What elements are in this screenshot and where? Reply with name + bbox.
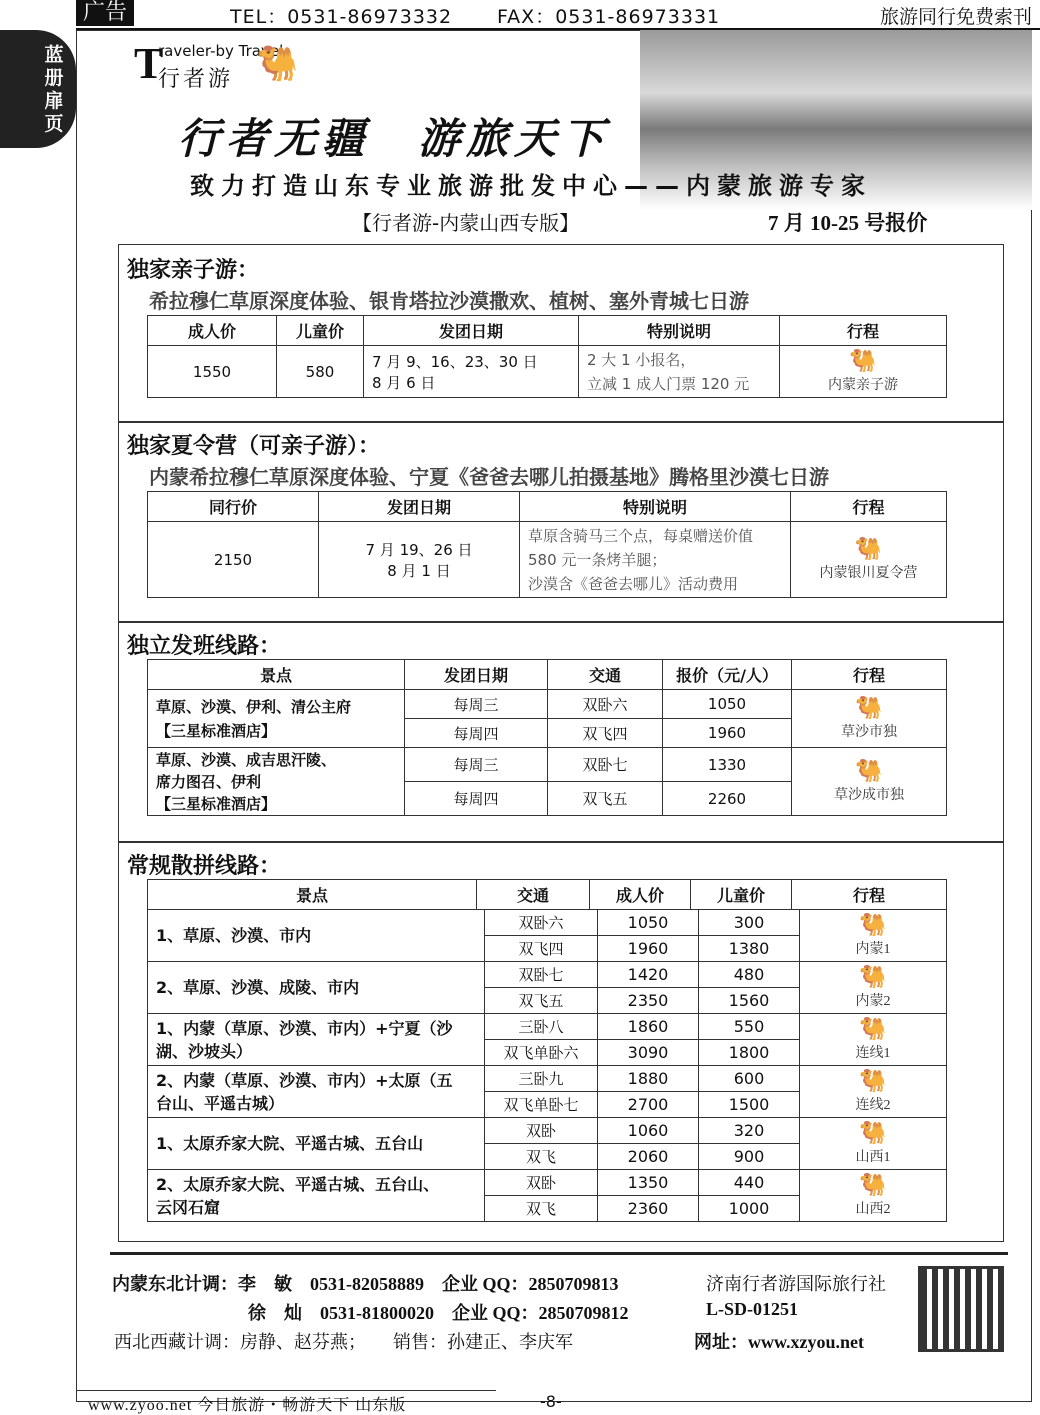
peer-price: 2150 bbox=[148, 522, 319, 598]
adult-price: 1350 bbox=[598, 1170, 699, 1196]
section-subtitle: 希拉穆仁草原深度体验、银肯塔拉沙漠撒欢、植树、塞外青城七日游 bbox=[149, 289, 749, 313]
section-title: 独家亲子游： bbox=[127, 258, 260, 283]
camel-icon: 🐫 bbox=[849, 348, 877, 374]
traffic: 双卧 bbox=[485, 1170, 598, 1196]
camel-icon: 🐫 bbox=[854, 536, 883, 562]
child-price: 550 bbox=[699, 1014, 800, 1040]
route-name: 2、内蒙（草原、沙漠、市内）+太原（五 台山、平遥古城） bbox=[148, 1066, 485, 1118]
child-price: 320 bbox=[699, 1118, 800, 1144]
itinerary-cell[interactable] bbox=[800, 962, 947, 1014]
traffic: 双飞单卧六 bbox=[485, 1040, 598, 1066]
camel-icon: 🐫 bbox=[859, 964, 887, 990]
traffic: 双飞四 bbox=[548, 719, 663, 748]
route-name: 1、草原、沙漠、市内 bbox=[148, 910, 485, 962]
adult-price: 1860 bbox=[598, 1014, 699, 1040]
itinerary-label: 连线2 bbox=[855, 1097, 891, 1113]
col-header: 儿童价 bbox=[277, 316, 364, 346]
itinerary-label: 连线1 bbox=[855, 1045, 891, 1061]
traffic: 双卧七 bbox=[485, 962, 598, 988]
col-header: 成人价 bbox=[590, 880, 691, 910]
special-note: 2 大 1 小报名， 立减 1 成人门票 120 元 bbox=[579, 346, 780, 398]
traffic: 双卧六 bbox=[548, 690, 663, 719]
adult-price: 1880 bbox=[598, 1066, 699, 1092]
departure-day: 每周四 bbox=[405, 782, 548, 816]
section-independent-routes bbox=[118, 622, 1004, 842]
col-header: 发团日期 bbox=[364, 316, 579, 346]
itinerary-cell[interactable] bbox=[800, 1170, 947, 1222]
adult-price: 1050 bbox=[598, 910, 699, 936]
col-header: 同行价 bbox=[148, 492, 319, 522]
col-header: 交通 bbox=[548, 660, 663, 690]
col-header: 成人价 bbox=[148, 316, 277, 346]
section-regular-routes bbox=[118, 842, 1004, 1242]
itinerary-label: 内蒙1 bbox=[855, 941, 891, 957]
itinerary-cell[interactable] bbox=[800, 1014, 947, 1066]
camel-icon: 🐫 bbox=[859, 1120, 887, 1146]
child-price: 1800 bbox=[699, 1040, 800, 1066]
magazine-tagline: 旅游同行免费索刊 bbox=[879, 6, 1032, 28]
traffic: 三卧八 bbox=[485, 1014, 598, 1040]
camel-icon: 🐫 bbox=[855, 758, 883, 784]
departure-day: 每周四 bbox=[405, 719, 548, 748]
itinerary-cell[interactable] bbox=[800, 1066, 947, 1118]
camel-icon: 🐫 bbox=[859, 1068, 887, 1094]
route-name: 1、太原乔家大院、平遥古城、五台山 bbox=[148, 1118, 485, 1170]
itinerary-label: 内蒙银川夏令营 bbox=[819, 565, 918, 581]
camel-icon: 🐫 bbox=[855, 695, 883, 721]
itinerary-label: 内蒙2 bbox=[855, 993, 891, 1009]
website-link[interactable]: 网址：www.xzyou.net bbox=[694, 1332, 864, 1352]
traffic: 双卧六 bbox=[485, 910, 598, 936]
special-note: 草原含骑马三个点，每桌赠送价值 580 元一条烤羊腿； 沙漠含《爸爸去哪儿》活动费用 bbox=[520, 522, 791, 598]
col-header: 行程 bbox=[791, 492, 947, 522]
adult-price: 1550 bbox=[148, 346, 277, 398]
col-header: 特别说明 bbox=[579, 316, 780, 346]
itinerary-cell[interactable] bbox=[800, 910, 947, 962]
camel-icon: 🐫 bbox=[256, 44, 299, 84]
bottom-rule bbox=[76, 1390, 496, 1391]
section-title: 独家夏令营（可亲子游）： bbox=[127, 434, 381, 459]
route-name: 草原、沙漠、成吉思汗陵、 席力图召、伊利 【三星标准酒店】 bbox=[148, 748, 405, 816]
price-table bbox=[147, 315, 947, 398]
adult-price: 2350 bbox=[598, 988, 699, 1014]
col-header: 行程 bbox=[792, 660, 947, 690]
adult-price: 1420 bbox=[598, 962, 699, 988]
price: 1960 bbox=[663, 719, 792, 748]
child-price: 300 bbox=[699, 910, 800, 936]
itinerary-cell[interactable] bbox=[780, 346, 947, 398]
traffic: 三卧九 bbox=[485, 1066, 598, 1092]
itinerary-cell[interactable] bbox=[792, 690, 947, 748]
side-tab-label: 蓝册扉页 bbox=[44, 44, 64, 135]
col-header: 发团日期 bbox=[405, 660, 548, 690]
logo-chinese: 行者游 bbox=[158, 67, 234, 92]
ad-label: 广告 bbox=[76, 0, 134, 26]
col-header: 交通 bbox=[477, 880, 590, 910]
route-table bbox=[147, 659, 947, 816]
route-name: 2、太原乔家大院、平遥古城、五台山、 云冈石窟 bbox=[148, 1170, 485, 1222]
itinerary-label: 山西2 bbox=[855, 1201, 891, 1217]
traffic: 双卧七 bbox=[548, 748, 663, 782]
itinerary-cell[interactable] bbox=[792, 748, 947, 816]
adult-price: 1960 bbox=[598, 936, 699, 962]
adult-price: 3090 bbox=[598, 1040, 699, 1066]
tel-number: TEL：0531-86973332 bbox=[230, 6, 453, 28]
section-subtitle: 内蒙希拉穆仁草原深度体验、宁夏《爸爸去哪儿拍摄基地》腾格里沙漠七日游 bbox=[149, 465, 829, 489]
itinerary-label: 草沙市独 bbox=[841, 724, 897, 740]
section-title: 独立发班线路： bbox=[127, 634, 282, 659]
logo-letter: T bbox=[134, 39, 164, 88]
departure-dates: 7 月 9、16、23、30 日 8 月 6 日 bbox=[364, 346, 579, 398]
quote-period: 7 月 10-25 号报价 bbox=[768, 211, 928, 235]
col-header: 景点 bbox=[148, 660, 405, 690]
child-price: 1000 bbox=[699, 1196, 800, 1222]
traffic: 双飞五 bbox=[548, 782, 663, 816]
traffic: 双飞五 bbox=[485, 988, 598, 1014]
price: 2260 bbox=[663, 782, 792, 816]
camel-icon: 🐫 bbox=[859, 1172, 887, 1198]
child-price: 1500 bbox=[699, 1092, 800, 1118]
edition-label: 【行者游-内蒙山西专版】 bbox=[352, 211, 580, 235]
col-header: 报价（元/人） bbox=[663, 660, 792, 690]
route-name: 草原、沙漠、伊利、清公主府 【三星标准酒店】 bbox=[148, 690, 405, 748]
section-family-tour bbox=[118, 244, 1004, 422]
col-header: 行程 bbox=[792, 880, 947, 910]
departure-day: 每周三 bbox=[405, 690, 548, 719]
route-name: 2、草原、沙漠、成陵、市内 bbox=[148, 962, 485, 1014]
col-header: 景点 bbox=[148, 880, 477, 910]
route-table-body bbox=[147, 909, 947, 1222]
price: 1050 bbox=[663, 690, 792, 719]
itinerary-cell[interactable] bbox=[800, 1118, 947, 1170]
bottom-caption: www.zyoo.net 今日旅游・畅游天下 山东版 bbox=[88, 1397, 407, 1414]
itinerary-cell[interactable] bbox=[791, 522, 947, 598]
price: 1330 bbox=[663, 748, 792, 782]
departure-dates: 7 月 19、26 日 8 月 1 日 bbox=[319, 522, 520, 598]
adult-price: 1060 bbox=[598, 1118, 699, 1144]
col-header: 特别说明 bbox=[520, 492, 791, 522]
section-title: 常规散拼线路： bbox=[127, 854, 282, 879]
child-price: 900 bbox=[699, 1144, 800, 1170]
adult-price: 2060 bbox=[598, 1144, 699, 1170]
child-price: 580 bbox=[277, 346, 364, 398]
route-name: 1、内蒙（草原、沙漠、市内）+宁夏（沙 湖、沙坡头） bbox=[148, 1014, 485, 1066]
qr-code bbox=[918, 1266, 1004, 1352]
section-summer-camp bbox=[118, 422, 1004, 622]
camel-icon: 🐫 bbox=[859, 912, 887, 938]
adult-price: 2360 bbox=[598, 1196, 699, 1222]
itinerary-label: 山西1 bbox=[855, 1149, 891, 1165]
child-price: 600 bbox=[699, 1066, 800, 1092]
child-price: 440 bbox=[699, 1170, 800, 1196]
logo-english: raveler-by Travel bbox=[158, 42, 284, 60]
child-price: 1560 bbox=[699, 988, 800, 1014]
sub-slogan: 致力打造山东专业旅游批发中心——内蒙旅游专家 bbox=[190, 172, 872, 200]
col-header: 儿童价 bbox=[691, 880, 792, 910]
fax-number: FAX：0531-86973331 bbox=[497, 6, 721, 28]
adult-price: 2700 bbox=[598, 1092, 699, 1118]
child-price: 1380 bbox=[699, 936, 800, 962]
agency-name: 济南行者游国际旅行社 bbox=[706, 1274, 886, 1294]
itinerary-label: 草沙成市独 bbox=[834, 787, 904, 803]
traffic: 双卧 bbox=[485, 1118, 598, 1144]
itinerary-label: 内蒙亲子游 bbox=[828, 377, 898, 393]
child-price: 480 bbox=[699, 962, 800, 988]
col-header: 发团日期 bbox=[319, 492, 520, 522]
traffic: 双飞 bbox=[485, 1196, 598, 1222]
departure-day: 每周三 bbox=[405, 748, 548, 782]
contact-line-1: 内蒙东北计调：李 敏 0531-82058889 企业 QQ：2850709813 bbox=[112, 1274, 619, 1294]
slogan: 行者无疆 游旅天下 bbox=[178, 114, 611, 163]
contact-line-3: 西北西藏计调：房静、赵芬燕； 销售：孙建正、李庆军 bbox=[114, 1332, 573, 1352]
price-table bbox=[147, 491, 947, 598]
contact-line-2: 徐 灿 0531-81800020 企业 QQ：2850709812 bbox=[248, 1303, 629, 1323]
traffic: 双飞 bbox=[485, 1144, 598, 1170]
traffic: 双飞四 bbox=[485, 936, 598, 962]
route-table bbox=[147, 879, 947, 910]
camel-icon: 🐫 bbox=[859, 1016, 887, 1042]
license-number: L-SD-01251 bbox=[706, 1299, 799, 1319]
page-number: -8- bbox=[540, 1392, 562, 1411]
traffic: 双飞单卧七 bbox=[485, 1092, 598, 1118]
footer-divider bbox=[110, 1252, 1008, 1255]
col-header: 行程 bbox=[780, 316, 947, 346]
